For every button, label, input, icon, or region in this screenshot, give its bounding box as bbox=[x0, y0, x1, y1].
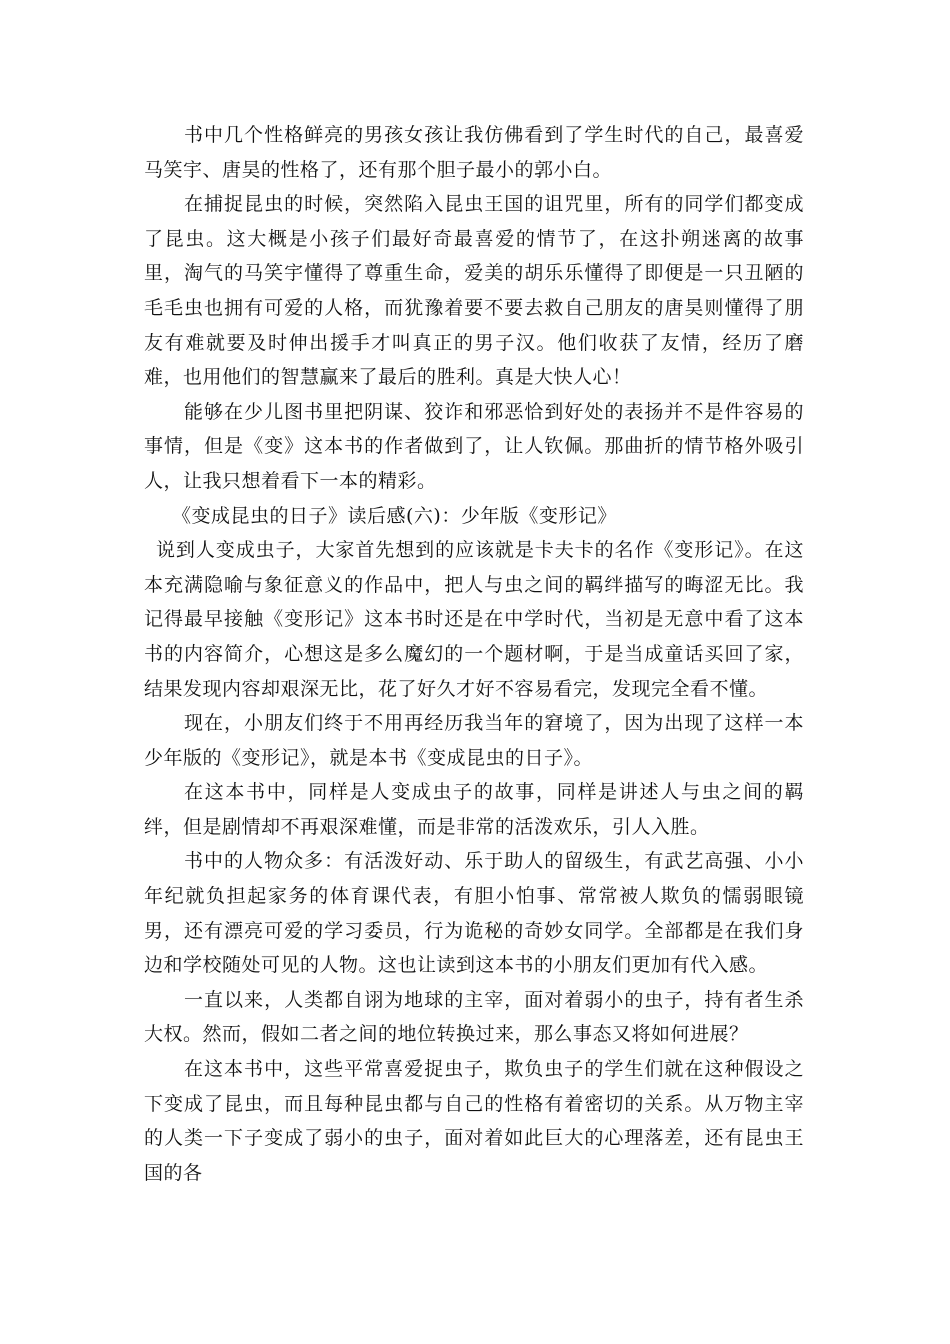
paragraph: 一直以来，人类都自诩为地球的主宰，面对着弱小的虫子，持有者生杀大权。然而，假如二者之间的地位转换过来，那么事态又将如何进展？ bbox=[144, 988, 804, 1046]
paragraph: 说到人变成虫子，大家首先想到的应该就是卡夫卡的名作《变形记》。在这本充满隐喻与象征意义的作品中，把人与虫之间的羁绊描写的晦涩无比。我记得最早接触《变形记》这本书时还是在中学时代，当初是无意中看了这本书的内容简介，心想这是多么魔幻的一个题材啊，于是当成童话买回了家，结果发现内容却艰深无比，花了好久才好不容易看完，发现完全看不懂。 bbox=[144, 539, 804, 700]
paragraph: 书中几个性格鲜亮的男孩女孩让我仿佛看到了学生时代的自己，最喜爱马笑宇、唐昊的性格了，还有那个胆子最小的郭小白。 bbox=[144, 124, 804, 181]
document-body bbox=[144, 118, 804, 1190]
section-heading: 《变成昆虫的日子》读后感(六)：少年版《变形记》 bbox=[172, 504, 617, 527]
paragraph: 书中的人物众多：有活泼好动、乐于助人的留级生，有武艺高强、小小年纪就负担起家务的体育课代表，有胆小怕事、常常被人欺负的懦弱眼镜男，还有漂亮可爱的学习委员，行为诡秘的奇妙女同学。全部都是在我们身边和学校随处可见的人物。这也让读到这本书的小朋友们更加有代入感。 bbox=[144, 850, 804, 977]
paragraph: 在捕捉昆虫的时候，突然陷入昆虫王国的诅咒里，所有的同学们都变成了昆虫。这大概是小孩子们最好奇最喜爱的情节了，在这扑朔迷离的故事里，淘气的马笑宇懂得了尊重生命，爱美的胡乐乐懂得了即便是一只丑陋的毛毛虫也拥有可爱的人格，而犹豫着要不要去救自己朋友的唐昊则懂得了朋友有难就要及时伸出援手才叫真正的男子汉。他们收获了友情，经历了磨难，也用他们的智慧赢来了最后的胜利。真是大快人心！ bbox=[144, 193, 804, 389]
paragraph: 能够在少儿图书里把阴谋、狡诈和邪恶恰到好处的表扬并不是件容易的事情，但是《变》这本书的作者做到了，让人钦佩。那曲折的情节格外吸引人，让我只想着看下一本的精彩。 bbox=[144, 400, 804, 492]
paragraph: 在这本书中，这些平常喜爱捉虫子，欺负虫子的学生们就在这种假设之下变成了昆虫，而且每种昆虫都与自己的性格有着密切的关系。从万物主宰的人类一下子变成了弱小的虫子，面对着如此巨大的心理落差，还有昆虫王国的各 bbox=[144, 1058, 804, 1184]
paragraph: 现在，小朋友们终于不用再经历我当年的窘境了，因为出现了这样一本少年版的《变形记》，就是本书《变成昆虫的日子》。 bbox=[144, 712, 804, 769]
paragraph: 在这本书中，同样是人变成虫子的故事，同样是讲述人与虫之间的羁绊，但是剧情却不再艰深难懂，而是非常的活泼欢乐，引人入胜。 bbox=[144, 781, 804, 838]
